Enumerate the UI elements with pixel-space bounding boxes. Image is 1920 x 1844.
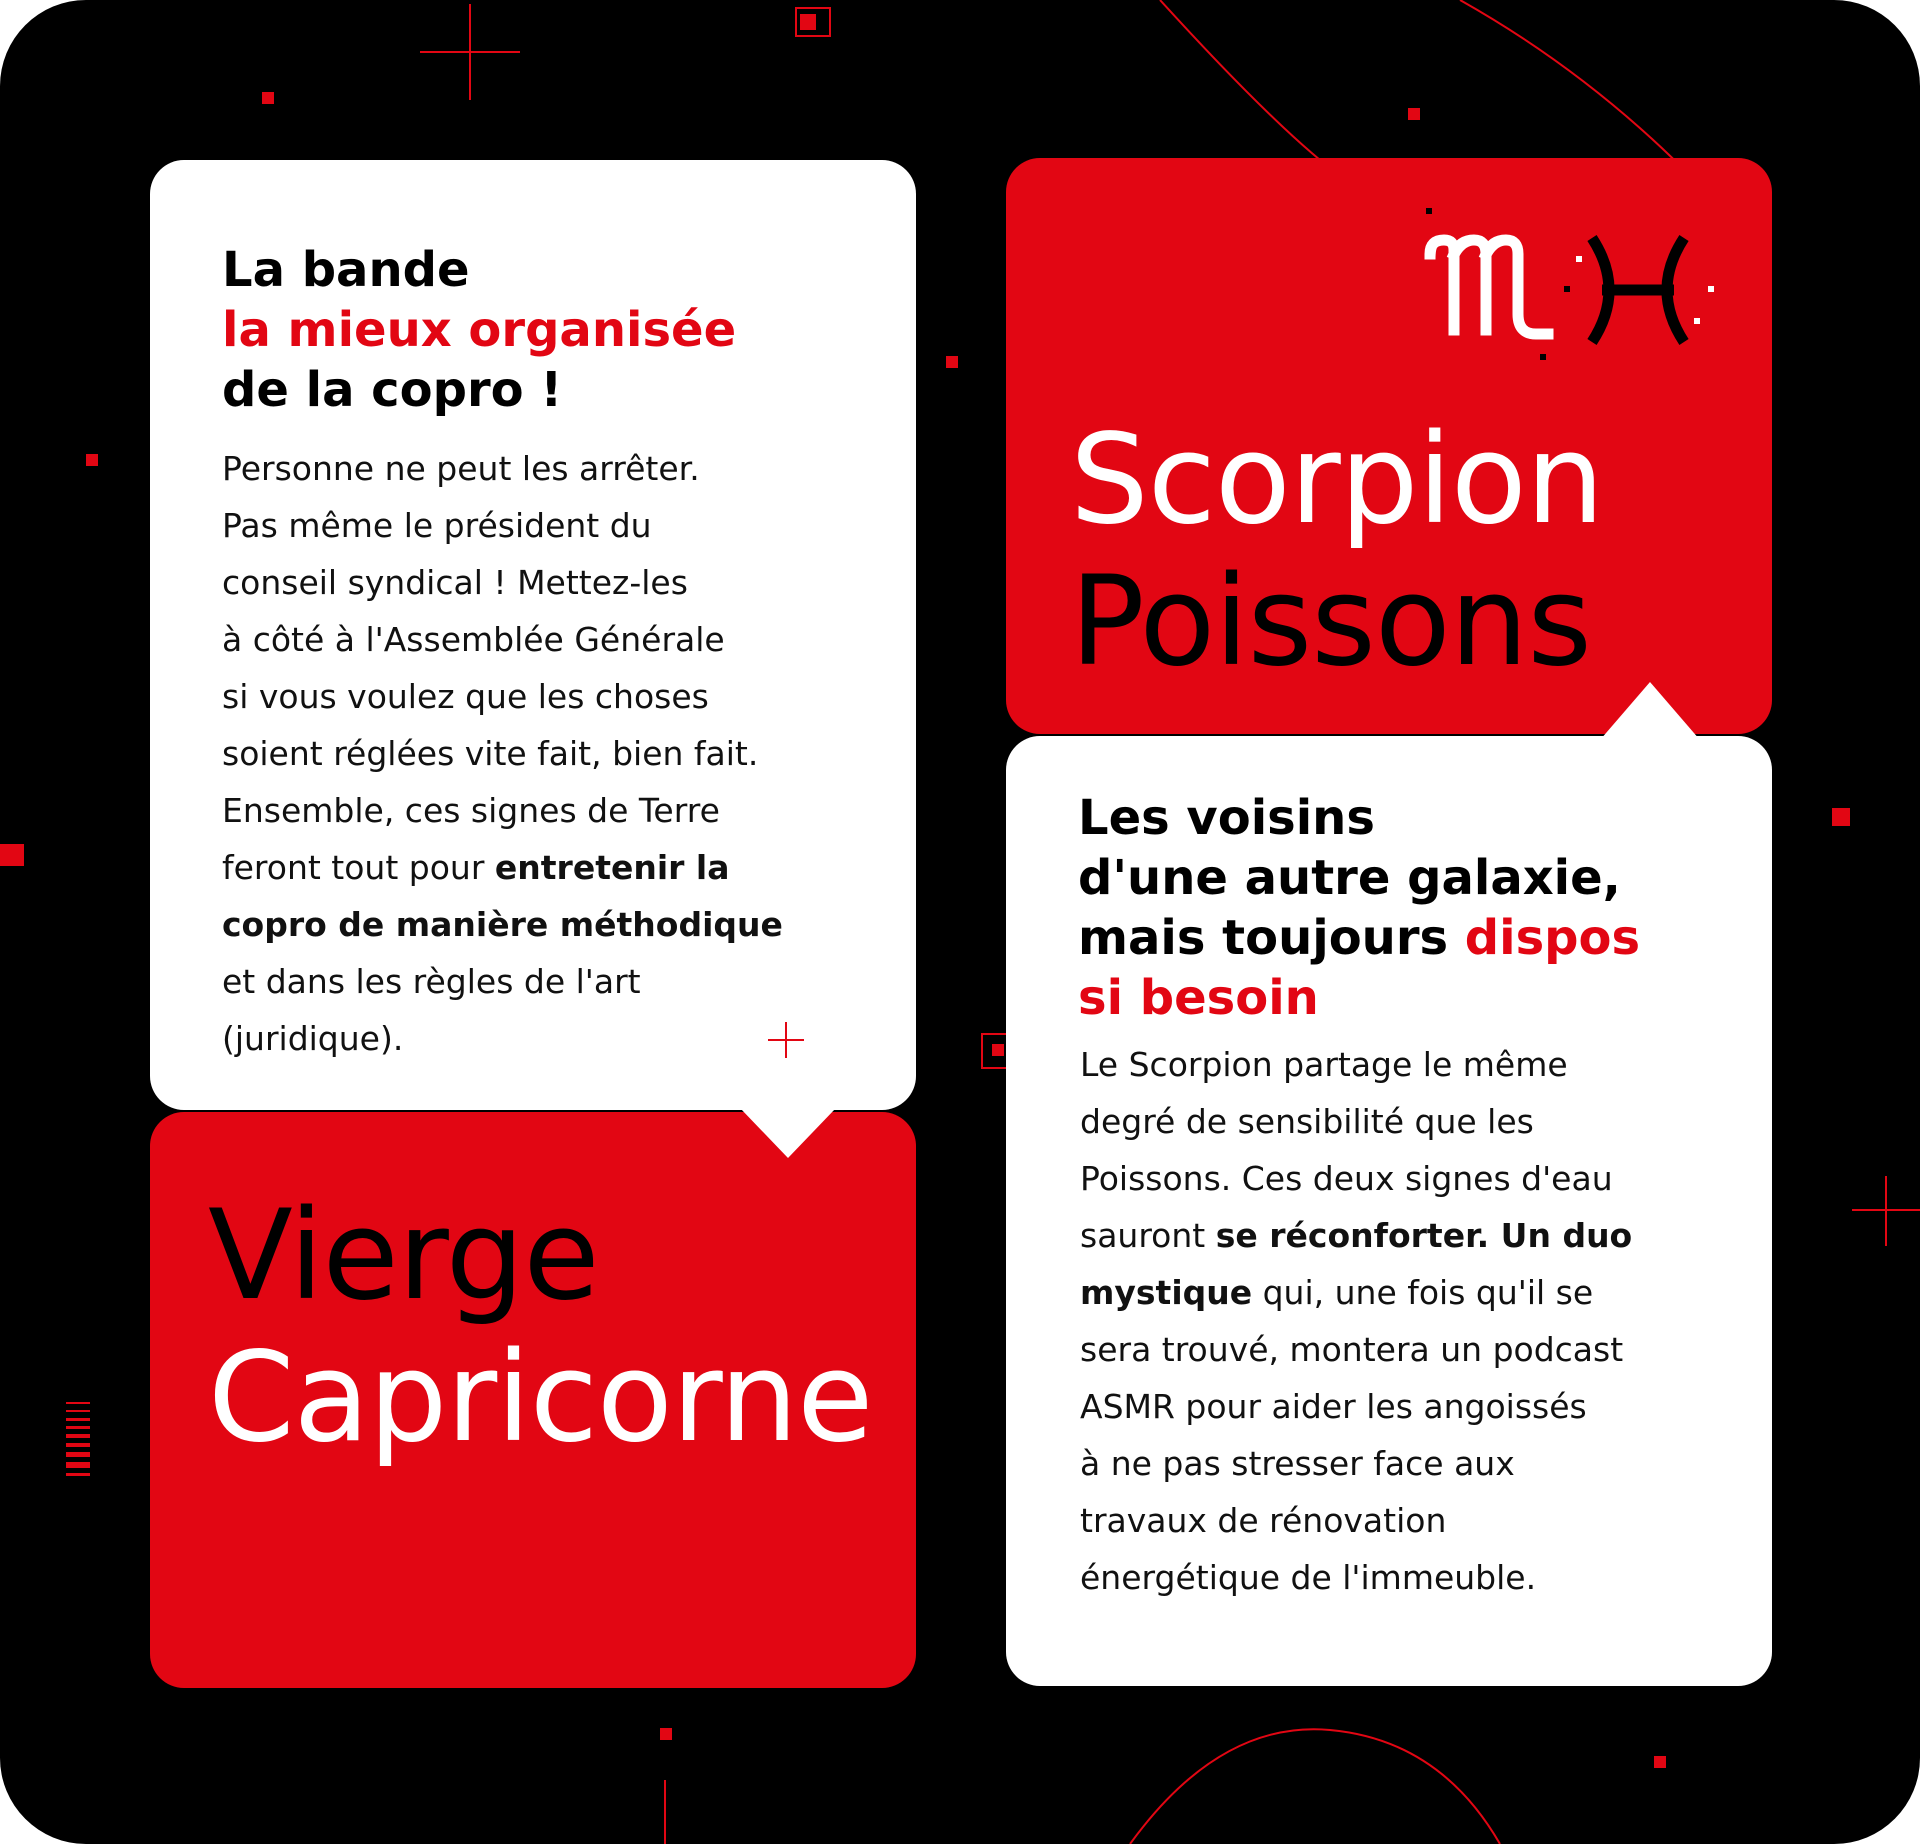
title-line	[1078, 908, 1640, 968]
body-line: et dans les règles de l'art	[222, 962, 641, 1001]
body-text: sauront	[1080, 1216, 1216, 1255]
title-highlight: dispos	[1464, 910, 1641, 966]
left-description-card	[150, 160, 916, 1110]
body-line: si vous voulez que les choses	[222, 677, 709, 716]
body-line: à côté à l'Assemblée Générale	[222, 620, 725, 659]
sign-name-capricorn: Capricorne	[208, 1326, 873, 1470]
body-emphasis: se réconforter. Un duo	[1215, 1216, 1633, 1255]
body-line: Pas même le président du	[222, 506, 652, 545]
left-card-body	[222, 440, 882, 1067]
body-emphasis: entretenir la	[494, 848, 730, 887]
title-highlight: si besoin	[1078, 970, 1319, 1026]
body-line	[222, 839, 882, 896]
barcode-mark	[66, 1402, 90, 1476]
sign-name-scorpio: Scorpion	[1070, 408, 1604, 552]
right-signs-card	[1006, 158, 1772, 734]
speech-pointer-down	[740, 1108, 836, 1160]
body-line: Poissons. Ces deux signes d'eau	[1080, 1159, 1613, 1198]
body-line: Ensemble, ces signes de Terre	[222, 791, 720, 830]
body-text: qui, une fois qu'il se	[1252, 1273, 1594, 1312]
body-line: sera trouvé, montera un podcast	[1080, 1330, 1624, 1369]
body-text: feront tout pour	[222, 848, 495, 887]
zodiac-glyphs	[1416, 202, 1726, 372]
left-card-title	[222, 240, 736, 420]
title-line: d'une autre galaxie,	[1078, 850, 1621, 906]
body-line: soient réglées vite fait, bien fait.	[222, 734, 759, 773]
scorpio-icon	[1426, 208, 1548, 360]
sign-name-pisces: Poissons	[1070, 550, 1591, 694]
body-line: travaux de rénovation	[1080, 1501, 1447, 1540]
plus-cross-icon	[768, 1022, 804, 1058]
body-line: énergétique de l'immeuble.	[1080, 1558, 1537, 1597]
right-card-body	[1080, 1036, 1740, 1606]
pisces-icon	[1564, 238, 1714, 342]
body-line: conseil syndical ! Mettez-les	[222, 563, 688, 602]
title-highlight: la mieux organisée	[222, 302, 737, 358]
body-emphasis: copro de manière méthodique	[222, 905, 783, 944]
title-text: mais toujours	[1078, 910, 1465, 966]
speech-pointer-up	[1600, 682, 1700, 740]
right-description-card	[1006, 736, 1772, 1686]
sign-name-virgo: Vierge	[208, 1184, 599, 1328]
body-line: Le Scorpion partage le même	[1080, 1045, 1568, 1084]
body-emphasis: mystique	[1080, 1273, 1253, 1312]
right-card-title	[1078, 788, 1640, 1028]
body-line: (juridique).	[222, 1019, 404, 1058]
body-line: degré de sensibilité que les	[1080, 1102, 1534, 1141]
title-line: La bande	[222, 242, 470, 298]
title-line: de la copro !	[222, 362, 563, 418]
body-line	[1080, 1207, 1740, 1264]
body-line	[222, 896, 882, 953]
title-line: Les voisins	[1078, 790, 1375, 846]
body-line: Personne ne peut les arrêter.	[222, 449, 700, 488]
body-line: ASMR pour aider les angoissés	[1080, 1387, 1587, 1426]
body-line: à ne pas stresser face aux	[1080, 1444, 1515, 1483]
left-signs-card	[150, 1112, 916, 1688]
body-line	[1080, 1264, 1740, 1321]
